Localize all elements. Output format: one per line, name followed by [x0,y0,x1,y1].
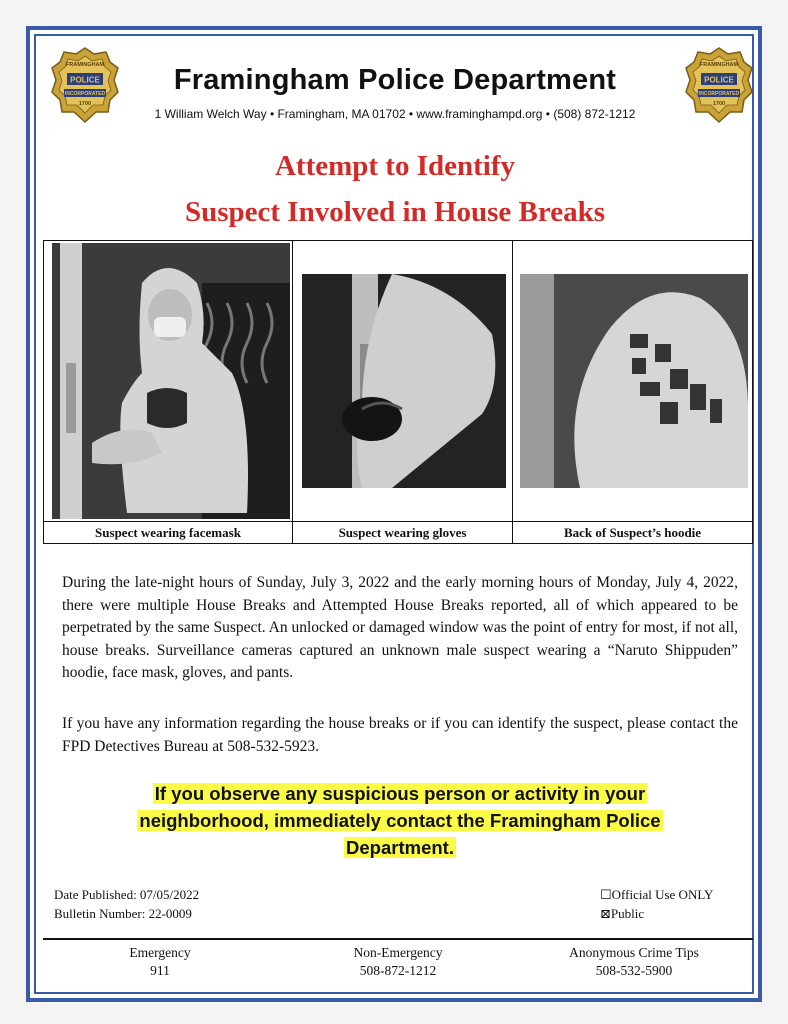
footer-crime-tips [524,944,744,980]
badge-center-text: POLICE [70,75,100,85]
department-address: 1 William Welch Way • Framingham, MA 01702 • www.framinghampd.org • (508) 872-1212 [154,107,636,121]
grid-divider [292,241,293,543]
alert-line-3: Department. [346,837,454,858]
headline-line-2: Suspect Involved in House Breaks [184,196,606,228]
contact-instructions: If you have any information regarding the house breaks or if you can identify the suspect, please contact the FPD Detectives Bureau at 508-532-5923. [62,715,738,755]
badge-lower-text: INCORPORATED [64,91,106,97]
alert-notice [60,780,740,861]
footer-number: 911 [150,963,170,978]
suspect-photo-hoodie-back [520,274,748,488]
photo-caption: Back of Suspect’s hoodie [563,525,702,540]
photo-caption: Suspect wearing gloves [338,525,467,540]
date-published: Date Published: 07/05/2022 [54,887,200,902]
badge-top-text: FRAMINGHAM [699,62,739,68]
footer-label: Emergency [129,945,191,960]
footer-number: 508-532-5900 [595,963,673,978]
suspect-photo-facemask [52,243,290,519]
badge-top-text: FRAMINGHAM [65,62,105,68]
badge-year-text: 1700 [78,101,92,107]
grid-divider [44,521,752,522]
badge-center-text: POLICE [704,75,734,85]
incident-description: During the late-night hours of Sunday, July 3, 2022 and the early morning hours of Monday, July 4, 2022, there were multiple House Breaks and Attempted House Breaks reported, all of which appeared to be perpetrated by the same Suspect. An unlocked or damaged window was the point of entry for most, if not all, house breaks. Surveillance cameras captured an unknown male suspect wearing a “Naruto Shippuden” hoodie, face mask, gloves, and pants. [62,574,738,681]
footer-label: Non-Emergency [353,945,443,960]
headline-line-1: Attempt to Identify [274,150,515,182]
footer-non-emergency [288,944,508,980]
department-title: Framingham Police Department [173,64,617,96]
alert-line-1: If you observe any suspicious person or activity in your [154,783,646,804]
badge-lower-text: INCORPORATED [698,91,740,97]
footer-label: Anonymous Crime Tips [569,945,699,960]
official-use-checkbox: ☐Official Use ONLY [600,887,714,902]
grid-divider [512,241,513,543]
suspect-photo-gloves [302,274,506,488]
bulletin-meta [54,885,199,923]
alert-line-2: neighborhood, immediately contact the Framingham Police [139,810,661,831]
footer-emergency [50,944,270,980]
suspect-photo-grid [43,240,753,544]
footer-number: 508-872-1212 [359,963,437,978]
footer-divider [43,938,753,940]
police-badge-icon [684,46,754,124]
badge-year-text: 1700 [712,101,726,107]
distribution-meta [600,885,713,923]
bulletin-number: Bulletin Number: 22-0009 [54,906,192,921]
photo-caption: Suspect wearing facemask [95,525,241,540]
public-checkbox: ⊠Public [600,906,645,921]
